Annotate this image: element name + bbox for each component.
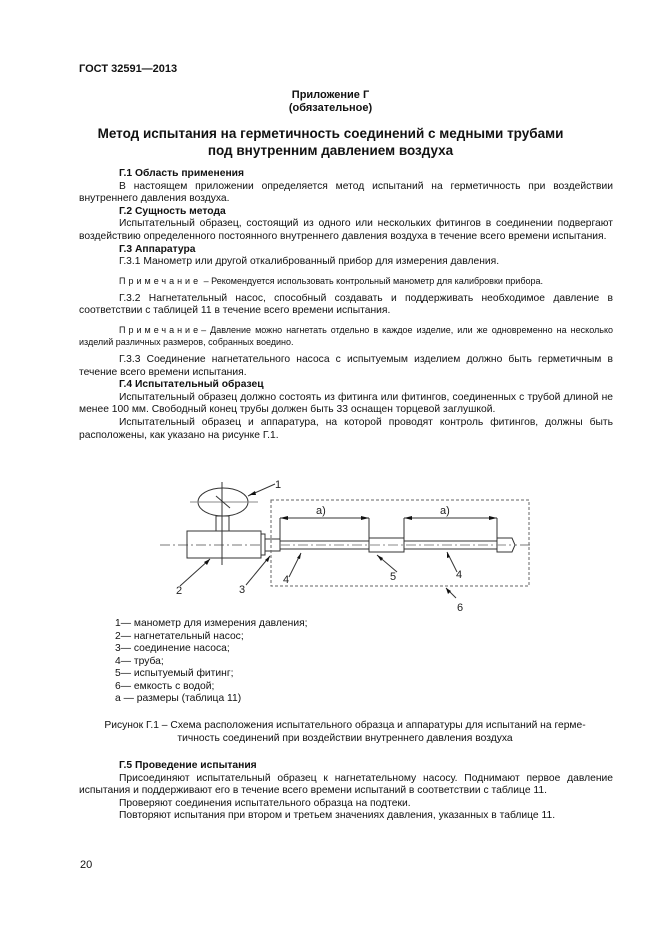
label-5: 5	[390, 571, 397, 583]
legend-item: а — размеры (таблица 11)	[115, 693, 242, 704]
paragraph: Испытательный образец, состоящий из одного или нескольких фитингов в соединении подвергают воздействию определенного постоянного внутреннего давления воздуха в течение всего времени испытания.	[79, 218, 613, 242]
appendix-heading-line1: Метод испытания на герметичность соединений с медными трубами	[97, 126, 564, 141]
label-4-left: 4	[283, 574, 290, 586]
paragraph: Испытательный образец должно состоять из фитинга или фитингов, соединенных с трубой длиной не менее 100 мм. Свободный конец трубы должен быть 33 оснащен торцевой заглушкой.	[79, 391, 613, 416]
section-g5	[79, 760, 613, 823]
legend-item: 1— манометр для измерения давления;	[115, 618, 308, 629]
paragraph: Испытательный образец и аппаратура, на которой проводят контроль фитингов, должны быть расположены, как указано на рисунке Г.1.	[79, 416, 613, 441]
appendix-title: Приложение Г	[291, 89, 370, 101]
paragraph: Проверяют соединения испытательного образца на подтеки.	[119, 797, 411, 809]
appendix-heading-line2: под внутренним давлением воздуха	[207, 143, 454, 158]
document-header: ГОСТ 32591—2013	[79, 63, 178, 75]
paragraph: Г.3.3 Соединение нагнетательного насоса с испытуемым изделием должно быть герметичным в течение всего времени испытания.	[79, 353, 613, 378]
pump-connector	[265, 539, 280, 551]
figure-caption	[80, 720, 610, 745]
paragraph: Присоединяют испытательный образец к нагнетательному насосу. Поднимают первое давление испытания и поддерживают его в течение всего времени испытаний в соответствии с таблице 11.	[79, 772, 613, 797]
paragraph: Г.3.1 Манометр или другой откалиброванный прибор для измерения давления.	[119, 256, 500, 268]
note-text: – Давление можно нагнетать отдельно в каждое изделие, или же одновременно на несколько изделий различных размеров, собранных воедино.	[79, 324, 613, 347]
dimension-a-left: a)	[316, 505, 326, 517]
section-heading-g4: Г.4 Испытательный образец	[119, 379, 264, 391]
legend-item: 6— емкость с водой;	[115, 680, 215, 692]
label-3: 3	[239, 584, 246, 596]
caption-line2: тичность соединений при воздействии внутреннего давления воздуха	[177, 732, 513, 744]
legend-item: 4— труба;	[115, 655, 164, 667]
legend-item: 3— соединение насоса;	[115, 643, 230, 654]
legend-item: 5— испытуемый фитинг;	[115, 668, 234, 679]
figure-legend	[115, 618, 308, 706]
note-label: Примечание	[119, 324, 202, 335]
paragraph: Г.3.2 Нагнетательный насос, способный создавать и поддерживать необходимое давление в соответствии с таблицей 11 в течение всего времени испытания.	[79, 292, 613, 317]
section-heading-g5: Г.5 Проведение испытания	[119, 760, 257, 771]
dimension-a-right: a)	[440, 505, 450, 517]
legend-item: 2— нагнетательный насос;	[115, 630, 244, 642]
pump-flange	[261, 534, 265, 555]
appendix-status: (обязательное)	[288, 102, 373, 114]
caption-line1: Рисунок Г.1 – Схема расположения испытательного образца и аппаратуры для испытаний на герме-	[104, 720, 586, 731]
label-1: 1	[275, 479, 282, 491]
section-heading-g2: Г.2 Сущность метода	[119, 205, 226, 217]
section-heading-g1: Г.1 Область применения	[119, 168, 245, 179]
note-text: – Рекомендуется использовать контрольный манометр для калибровки прибора.	[201, 275, 543, 286]
section-heading-g3: Г.3 Аппаратура	[119, 243, 196, 255]
label-2: 2	[176, 585, 183, 597]
page-number: 20	[80, 859, 93, 871]
paragraph: Повторяют испытания при втором и третьем значениях давления, указанных в таблице 11.	[119, 810, 556, 822]
paragraph: В настоящем приложении определяется метод испытаний на герметичность при воздействии внутреннего давления воздуха.	[79, 180, 613, 205]
label-4-right: 4	[456, 569, 463, 581]
label-6: 6	[457, 602, 464, 614]
note-label: Примечание	[119, 275, 202, 286]
